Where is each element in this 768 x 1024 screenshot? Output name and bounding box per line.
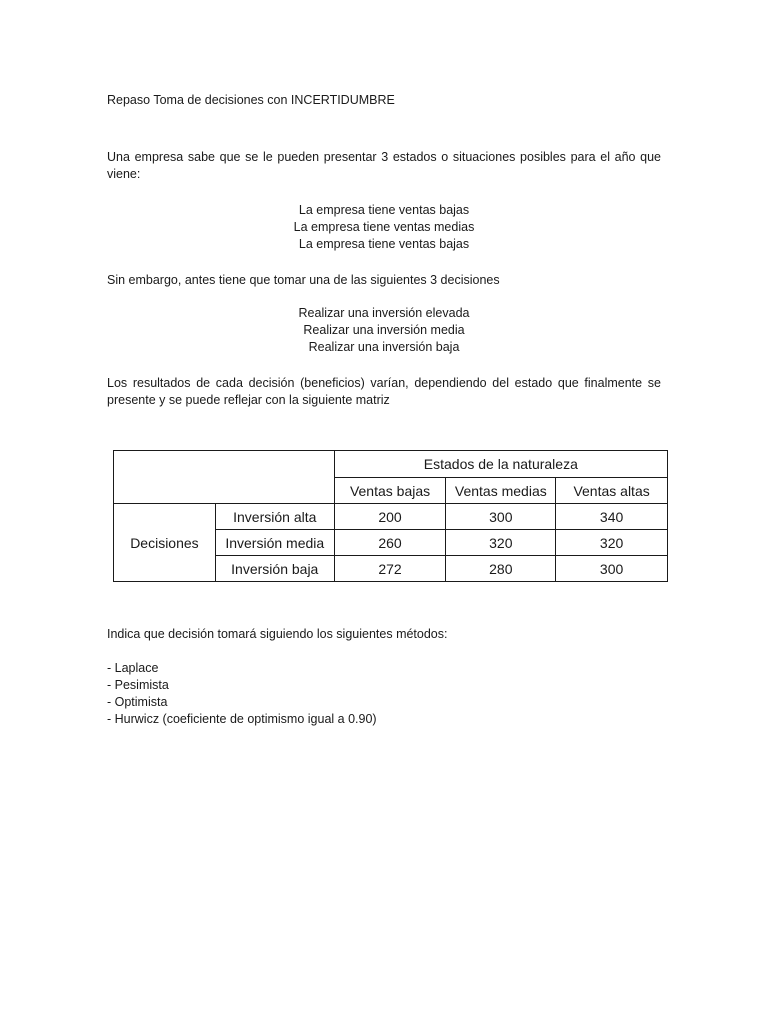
matrix-cell: 340 [556,504,668,530]
method-item: - Laplace [107,661,159,675]
matrix-cell: 260 [334,530,446,556]
document-title: Repaso Toma de decisiones con INCERTIDUMBRE [107,93,395,107]
decision-item: Realizar una inversión baja [308,340,460,354]
instructions-paragraph: Indica que decisión tomará siguiendo los siguientes métodos: [107,627,448,641]
states-list [107,202,661,253]
matrix-cell: 280 [446,556,556,582]
method-item: - Pesimista [107,678,169,692]
states-header: Estados de la naturaleza [334,451,667,478]
intro-paragraph: Una empresa sabe que se le pueden presentar 3 estados o situaciones posibles para el año que viene: [107,150,661,181]
results-paragraph: Los resultados de cada decisión (beneficios) varían, dependiendo del estado que finalmente se presente y se puede reflejar con la siguiente matriz [107,376,661,407]
payoff-matrix [113,450,668,582]
state-item: La empresa tiene ventas bajas [298,203,470,217]
matrix-empty-corner [114,451,335,504]
row-label: Inversión media [215,530,334,556]
payoff-matrix-wrap [113,450,668,581]
decision-item: Realizar una inversión elevada [298,306,470,320]
matrix-cell: 200 [334,504,446,530]
row-label: Inversión alta [215,504,334,530]
matrix-cell: 320 [556,530,668,556]
matrix-cell: 320 [446,530,556,556]
matrix-cell: 272 [334,556,446,582]
method-item: - Optimista [107,695,168,709]
state-item: La empresa tiene ventas bajas [298,237,470,251]
decisions-label: Decisiones [114,504,216,582]
column-header: Ventas bajas [334,478,446,504]
column-header: Ventas medias [446,478,556,504]
row-label: Inversión baja [215,556,334,582]
state-item: La empresa tiene ventas medias [293,220,475,234]
methods-list [107,660,661,728]
matrix-cell: 300 [556,556,668,582]
method-item: - Hurwicz (coeficiente de optimismo igual a 0.90) [107,712,377,726]
matrix-cell: 300 [446,504,556,530]
decisions-list [107,305,661,356]
decision-item: Realizar una inversión media [303,323,465,337]
constraint-paragraph: Sin embargo, antes tiene que tomar una de las siguientes 3 decisiones [107,273,500,287]
column-header: Ventas altas [556,478,668,504]
